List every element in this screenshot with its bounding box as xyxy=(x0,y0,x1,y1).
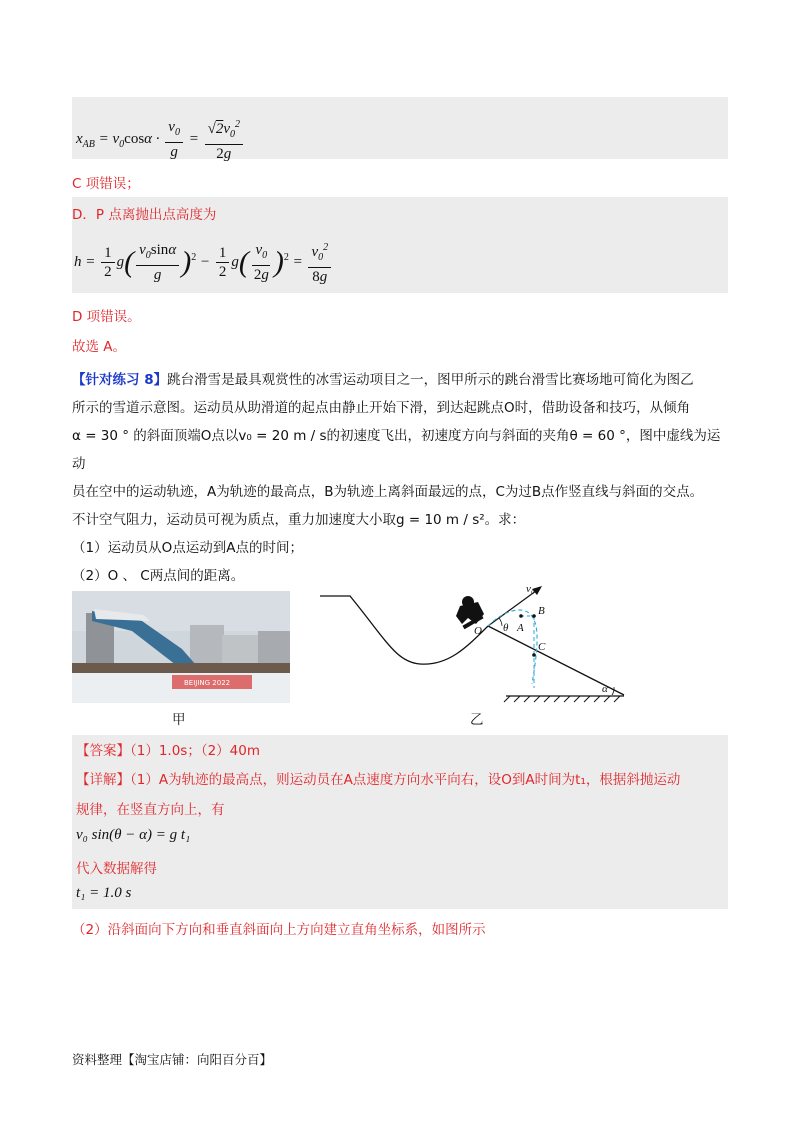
answer-block xyxy=(72,735,728,909)
formula-xab-block xyxy=(72,97,728,162)
photo-banner-text: BEIJING 2022 xyxy=(184,679,231,687)
label-B: B xyxy=(538,605,545,617)
answer-label: 【答案】（1）1.0s；（2）40m xyxy=(76,743,261,759)
question-2: （2）O 、 C两点间的距离。 xyxy=(72,568,245,584)
problem-line-3: α = 30 ° 的斜面顶端O点以v₀ = 20 m / s的初速度飞出，初速度方向与斜面的夹角θ = 60 °，图中虚线为运动 xyxy=(72,428,721,472)
formula-h-block xyxy=(72,197,728,293)
figure-b-caption: 乙 xyxy=(470,712,484,728)
c-wrong-label: C 项错误； xyxy=(72,176,140,192)
d-heading: D．P 点离抛出点高度为 xyxy=(72,207,217,223)
problem-line-4: 员在空中的运动轨迹，A为轨迹的最高点，B为轨迹上离斜面最远的点，C为过B点作竖直线与斜面的交点。 xyxy=(72,484,704,500)
d-wrong-label: D 项错误。 xyxy=(72,309,141,325)
problem-line-1: 跳台滑雪是最具观赏性的冰雪运动项目之一，图甲所示的跳台滑雪比赛场地可简化为图乙 xyxy=(167,372,694,388)
equation-1: v₀ sin(θ − α) = g t₁ xyxy=(76,827,191,843)
ski-slope-diagram xyxy=(316,580,636,710)
footer-source: 资料整理【淘宝店铺：向阳百分百】 xyxy=(72,1052,273,1067)
formula-h: h = $\frac{1}{2}$ g( $\frac{v_0\sin\alpha}{g}$ )$^2$ − $\frac{1}{2}$ g( $\frac{v_0}{2g}$ )$^2$ = $\frac{v_0^2}{8g}$ xyxy=(74,239,333,286)
problem-line-5: 不计空气阻力，运动员可视为质点，重力加速度大小取g = 10 m / s²。求： xyxy=(72,512,526,528)
formula-xab: $x_{AB} = v_0\cos\alpha$ · $\frac{v_0}{g}$ = $\frac{√2v_0^2}{2g}$ xyxy=(76,116,245,163)
part-2-text: （2）沿斜面向下方向和垂直斜面向上方向建立直角坐标系，如图所示 xyxy=(72,922,486,938)
label-theta: θ xyxy=(503,622,509,634)
choose-answer: 故选 A。 xyxy=(72,339,127,355)
problem-statement xyxy=(72,366,728,590)
label-O: O xyxy=(474,625,482,637)
figure-a-caption: 甲 xyxy=(172,712,186,728)
substitute-text: 代入数据解得 xyxy=(76,861,157,877)
equation-2: t₁ = 1.0 s xyxy=(76,885,132,901)
detail-line-2: 规律，在竖直方向上，有 xyxy=(76,802,225,818)
detail-line-1: 【详解】（1）A为轨迹的最高点，则运动员在A点速度方向水平向右，设O到A时间为t₁，根据斜抛运动 xyxy=(76,772,681,788)
ski-jump-photo xyxy=(72,591,290,703)
problem-tag: 【针对练习 8】 xyxy=(72,372,168,388)
label-alpha: α xyxy=(602,683,608,695)
label-v0: v₀ xyxy=(526,583,535,595)
label-C: C xyxy=(538,641,546,653)
label-A: A xyxy=(517,622,524,634)
question-1: （1）运动员从O点运动到A点的时间； xyxy=(72,540,303,556)
problem-line-2: 所示的雪道示意图。运动员从助滑道的起点由静止开始下滑，到达起跳点O时，借助设备和技巧，从倾角 xyxy=(72,400,691,416)
